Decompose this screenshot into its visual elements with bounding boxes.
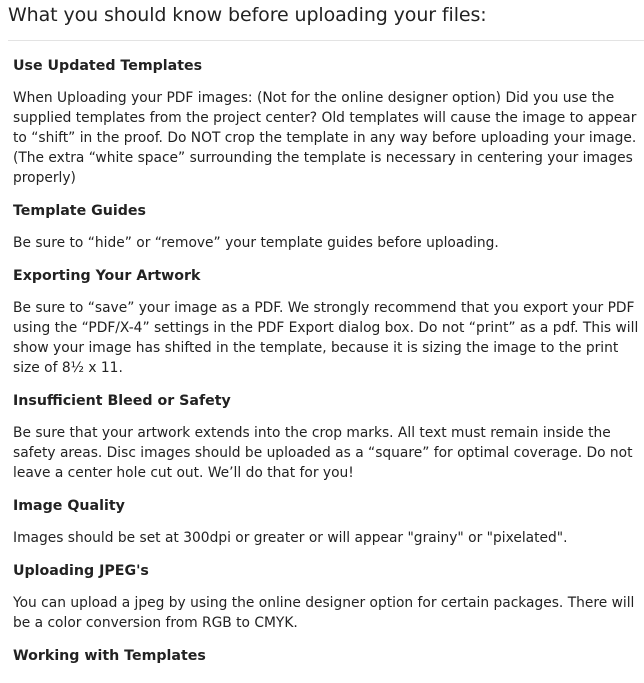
section-body-template-guides: Be sure to “hide” or “remove” your template guides before uploading. [13, 235, 499, 251]
section-heading-uploading-jpegs: Uploading JPEG's [13, 563, 149, 579]
section-body-image-quality: Images should be set at 300dpi or greater or will appear "grainy" or "pixelated". [13, 530, 568, 546]
section-heading-use-updated-templates: Use Updated Templates [13, 58, 203, 74]
section-heading-bleed-safety: Insufficient Bleed or Safety [13, 393, 231, 409]
section-body-exporting-artwork: Be sure to “save” your image as a PDF. We strongly recommend that you export your PDF using the “PDF/X-4” settings in the PDF Export dialog box. Do not “print” as a pdf. This will show your image has shifted in the template, because it is sizing the image to the print size of 8½ x 11. [13, 300, 639, 376]
section-heading-image-quality: Image Quality [13, 498, 125, 514]
title-divider [8, 40, 644, 41]
page-title: What you should know before uploading your files: [8, 4, 487, 26]
section-heading-template-guides: Template Guides [13, 203, 146, 219]
section-body-bleed-safety: Be sure that your artwork extends into the crop marks. All text must remain inside the safety areas. Disc images should be uploaded as a “square” for optimal coverage. Do not leave a center hole cut out. We’ll do that for you! [13, 425, 633, 481]
content [13, 56, 640, 666]
section-heading-working-with-templates: Working with Templates [13, 648, 206, 664]
section-body-use-updated-templates: When Uploading your PDF images: (Not for the online designer option) Did you use the supplied templates from the project center? Old templates will cause the image to appear to “shift” in the proof. Do NOT crop the template in any way before uploading your image. (The extra “white space” surrounding the template is necessary in centering your images properly) [13, 90, 637, 186]
section-body-uploading-jpegs: You can upload a jpeg by using the online designer option for certain packages. There will be a color conversion from RGB to CMYK. [13, 595, 635, 631]
section-heading-exporting-artwork: Exporting Your Artwork [13, 268, 201, 284]
